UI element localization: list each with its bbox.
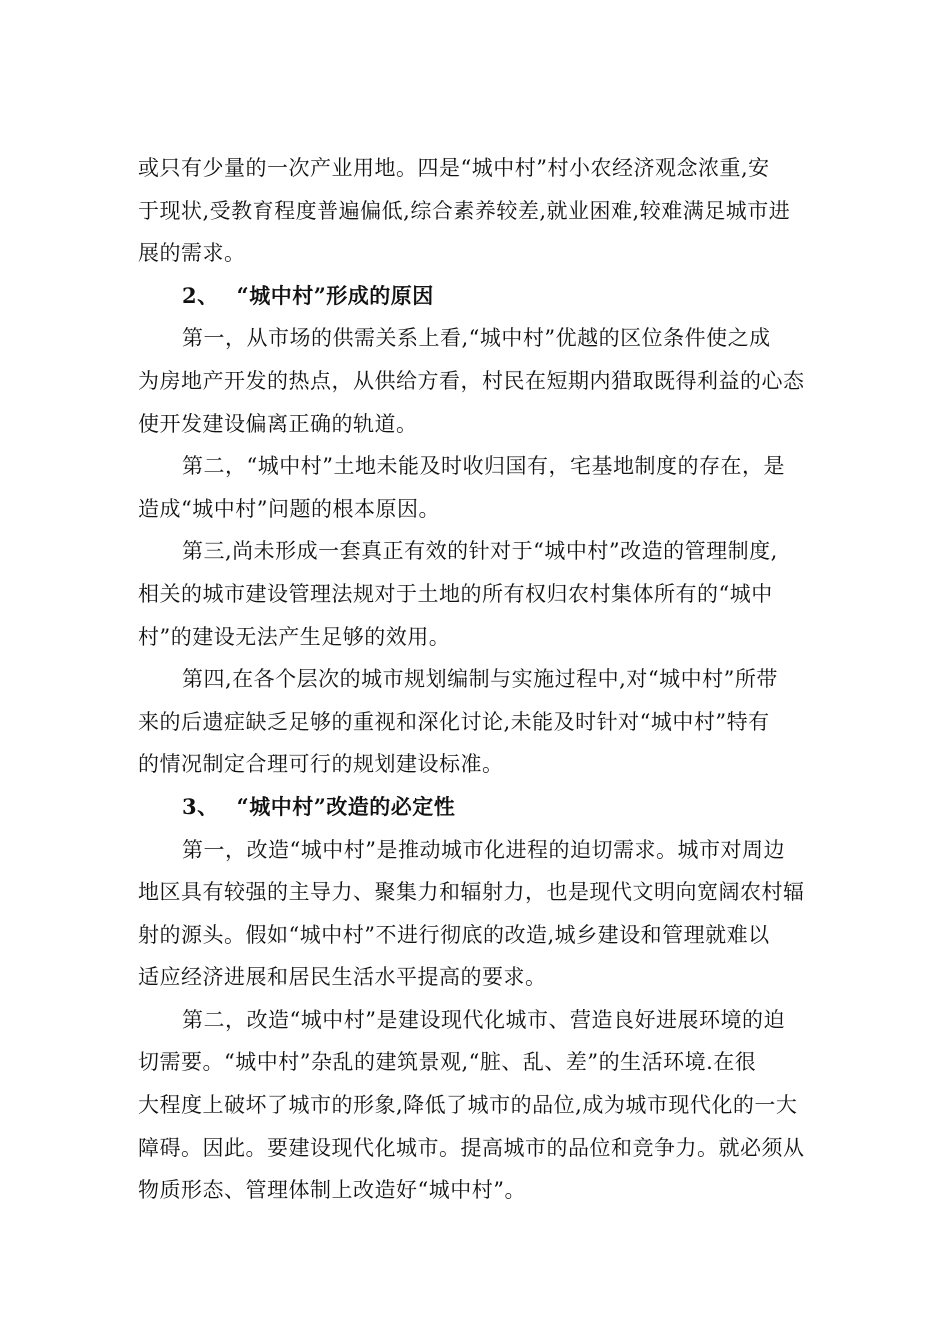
text-line: 第三,尚未形成一套真正有效的针对于“城中村”改造的管理制度, — [182, 539, 778, 564]
text-line: 适应经济进展和居民生活水平提高的要求。 — [138, 965, 547, 990]
section-2-paragraph-1 — [138, 317, 830, 445]
section-2-title: “城中村”形成的原因 — [236, 282, 434, 308]
section-2-heading — [138, 275, 830, 318]
section-3-number: 3、 — [182, 793, 219, 819]
section-3-paragraph-1 — [138, 829, 830, 999]
text-line: 第一，从市场的供需关系上看,“城中村”优越的区位条件使之成 — [182, 326, 771, 351]
section-2-paragraph-4 — [138, 658, 830, 786]
document-page — [138, 147, 830, 1212]
text-line: 大程度上破坏了城市的形象,降低了城市的品位,成为城市现代化的一大 — [138, 1093, 798, 1118]
text-line: 第二，“城中村”土地未能及时收归国有，宅基地制度的存在，是 — [182, 454, 785, 479]
text-line: 射的源头。假如“城中村”不进行彻底的改造,城乡建设和管理就难以 — [138, 922, 770, 947]
section-2-paragraph-2 — [138, 445, 830, 530]
text-line: 为房地产开发的热点，从供给方看，村民在短期内猎取既得利益的心态 — [138, 368, 805, 393]
text-line: 的情况制定合理可行的规划建设标准。 — [138, 752, 504, 777]
text-line: 造成“城中村”问题的根本原因。 — [138, 496, 440, 521]
section-2-paragraph-3 — [138, 530, 830, 658]
text-line: 或只有少量的一次产业用地。四是“城中村”村小农经济观念浓重,安 — [138, 156, 770, 180]
text-line: 相关的城市建设管理法规对于土地的所有权归农村集体所有的“城中 — [138, 581, 773, 606]
text-line: 村”的建设无法产生足够的效用。 — [138, 624, 451, 649]
text-line: 切需要。“城中村”杂乱的建筑景观,“脏、乱、差”的生活环境.在很 — [138, 1050, 757, 1075]
text-line: 于现状,受教育程度普遍偏低,综合素养较差,就业困难,较难满足城市进 — [138, 198, 791, 223]
text-line: 物质形态、管理体制上改造好“城中村”。 — [138, 1178, 526, 1203]
text-line: 障碍。因此。要建设现代化城市。提高城市的品位和竞争力。就必须从 — [138, 1135, 805, 1160]
text-line: 来的后遗症缺乏足够的重视和深化讨论,未能及时针对“城中村”特有 — [138, 709, 770, 734]
section-2-number: 2、 — [182, 282, 219, 308]
intro-paragraph — [138, 147, 830, 275]
text-line: 使开发建设偏离正确的轨道。 — [138, 411, 418, 436]
text-line: 展的需求。 — [138, 241, 246, 266]
text-line: 第一，改造“城中村”是推动城市化进程的迫切需求。城市对周边 — [182, 837, 785, 862]
text-line: 第四,在各个层次的城市规划编制与实施过程中,对“城中村”所带 — [182, 667, 778, 692]
section-3-heading — [138, 786, 830, 829]
text-line: 第二，改造“城中村”是建设现代化城市、营造良好进展环境的迫 — [182, 1007, 785, 1032]
text-line: 地区具有较强的主导力、聚集力和辐射力，也是现代文明向宽阔农村辐 — [138, 880, 805, 905]
section-3-paragraph-2 — [138, 999, 830, 1212]
section-3-title: “城中村”改造的必定性 — [236, 793, 456, 819]
